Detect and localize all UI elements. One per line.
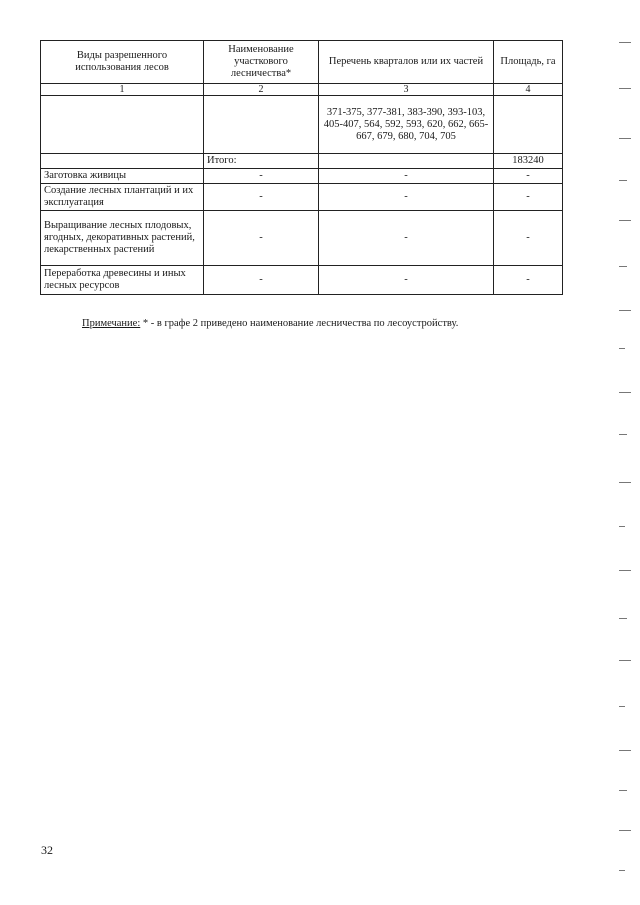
table-cell-empty bbox=[41, 96, 204, 154]
table-row bbox=[41, 184, 563, 211]
quarters-list-cell: 371-375, 377-381, 383-390, 393-103, 405-407, 564, 592, 593, 620, 662, 665-667, 679, 680, 704, 705 bbox=[319, 96, 494, 154]
table-header-row bbox=[41, 41, 563, 84]
table-cell-dash: - bbox=[494, 211, 563, 266]
table-cell-dash: - bbox=[319, 211, 494, 266]
table-cell-dash: - bbox=[494, 184, 563, 211]
column-number: 2 bbox=[204, 84, 319, 96]
column-number: 1 bbox=[41, 84, 204, 96]
use-type-name: Выращивание лесных плодовых, ягодных, декоративных растений, лекарственных растений bbox=[41, 211, 204, 266]
page-number: 32 bbox=[41, 843, 53, 857]
header-quarters-list: Перечень кварталов или их частей bbox=[319, 41, 494, 84]
header-forestry-name: Наименование участкового лесничества* bbox=[204, 41, 319, 84]
table-cell-dash: - bbox=[319, 184, 494, 211]
use-type-name: Заготовка живицы bbox=[41, 169, 204, 184]
table-cell-empty bbox=[494, 96, 563, 154]
table-cell-empty bbox=[204, 96, 319, 154]
total-value: 183240 bbox=[494, 154, 563, 169]
forest-use-table bbox=[40, 40, 563, 295]
use-type-name: Переработка древесины и иных лесных ресурсов bbox=[41, 266, 204, 295]
use-type-name: Создание лесных плантаций и их эксплуатация bbox=[41, 184, 204, 211]
table-cell-dash: - bbox=[319, 169, 494, 184]
column-number: 4 bbox=[494, 84, 563, 96]
binding-edge-marks bbox=[619, 30, 633, 890]
table-row bbox=[41, 211, 563, 266]
table-cell-empty bbox=[41, 154, 204, 169]
table-row bbox=[41, 266, 563, 295]
header-area: Площадь, га bbox=[494, 41, 563, 84]
table-cell-empty bbox=[319, 154, 494, 169]
table-cell-dash: - bbox=[319, 266, 494, 295]
table-cell-dash: - bbox=[204, 266, 319, 295]
table-cell-dash: - bbox=[204, 169, 319, 184]
header-use-type: Виды разрешенного использования лесов bbox=[41, 41, 204, 84]
table-cell-dash: - bbox=[204, 211, 319, 266]
table-cell-dash: - bbox=[494, 169, 563, 184]
footnote-text: * - в графе 2 приведено наименование лесничества по лесоустройству. bbox=[140, 318, 459, 329]
table-column-numbers-row bbox=[41, 84, 563, 96]
footnote bbox=[82, 318, 458, 330]
table-cell-dash: - bbox=[494, 266, 563, 295]
table-row-quarters bbox=[41, 96, 563, 154]
table-row bbox=[41, 169, 563, 184]
column-number: 3 bbox=[319, 84, 494, 96]
total-label: Итого: bbox=[204, 154, 319, 169]
footnote-label: Примечание: bbox=[82, 318, 141, 329]
table-row-total bbox=[41, 154, 563, 169]
table-cell-dash: - bbox=[204, 184, 319, 211]
